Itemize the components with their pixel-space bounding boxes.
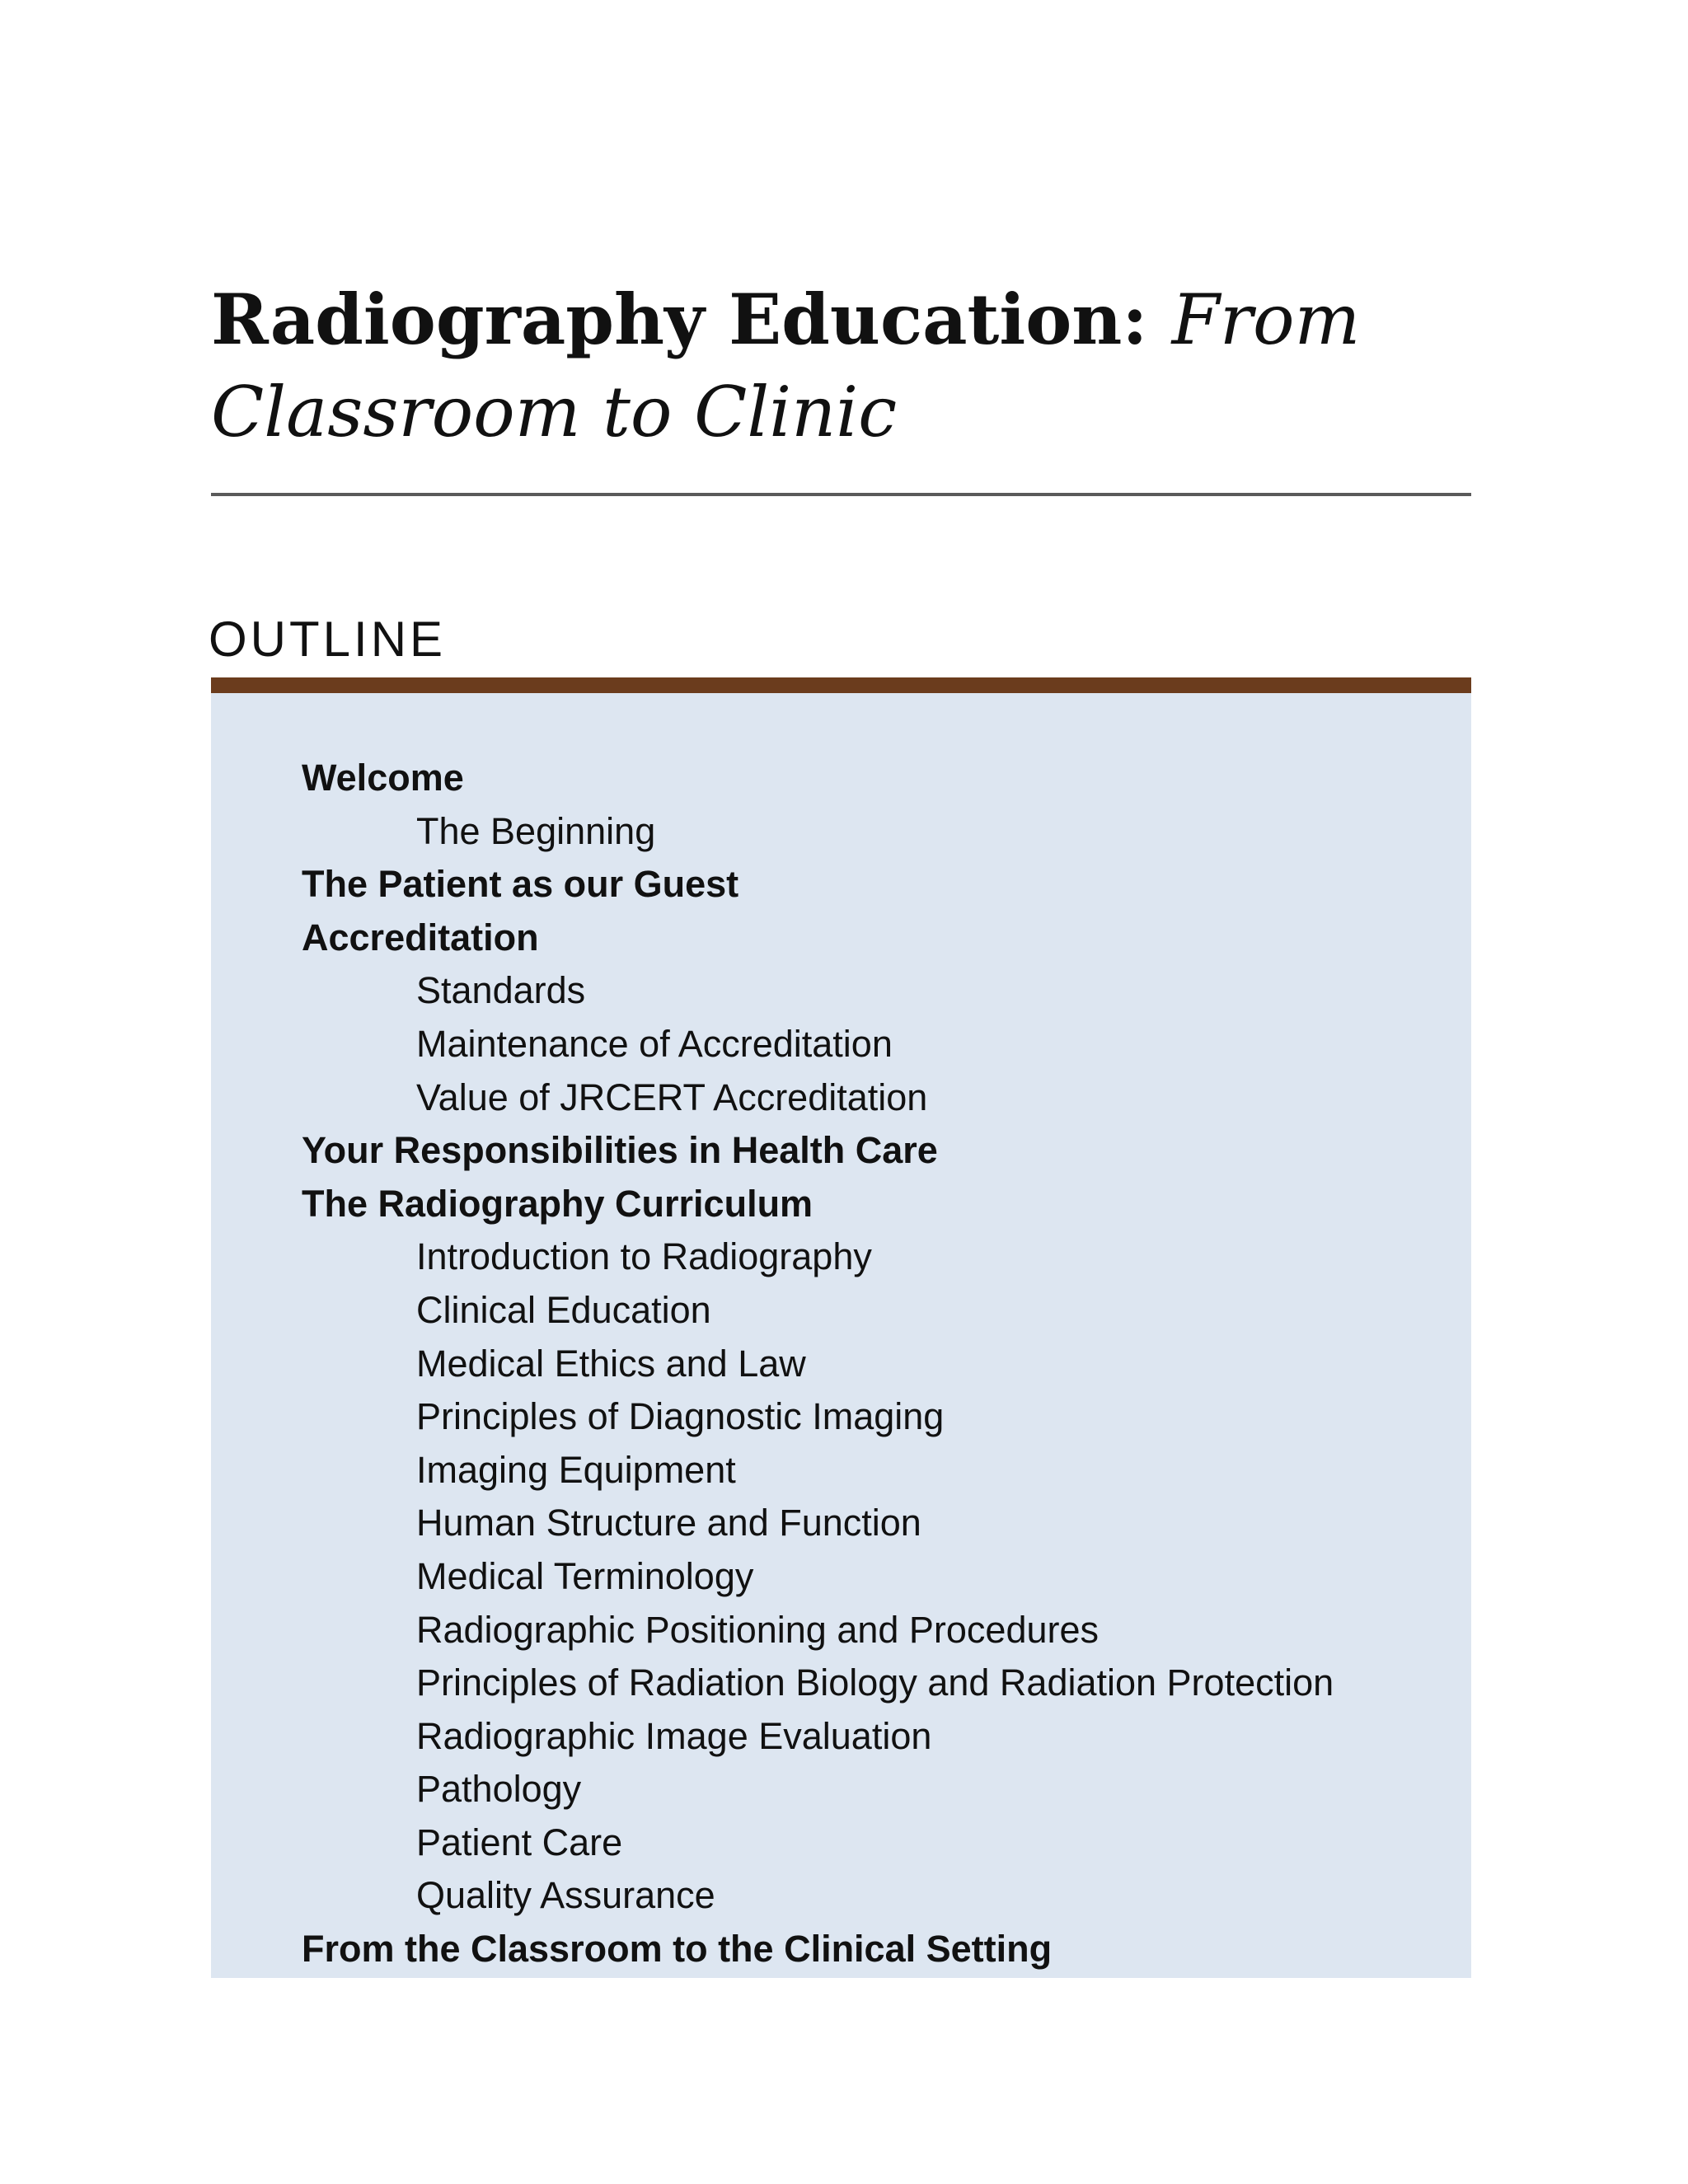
outline-subitem: Pathology [416,1768,582,1811]
outline-subitem: The Beginning [416,809,656,852]
outline-item: The Patient as our Guest [302,863,739,906]
chapter-title-main: Radiography Education: [211,279,1172,360]
outline-subitem: Human Structure and Function [416,1502,921,1544]
outline-subitem: Value of JRCERT Accreditation [416,1076,928,1118]
outline-subitem: Medical Ethics and Law [416,1342,806,1385]
outline-subitem: Standards [416,969,586,1012]
outline-subitem: Maintenance of Accreditation [416,1022,893,1065]
chapter-title-subtitle: From Classroom to Clinic [211,279,1361,452]
outline-box [211,693,1471,1978]
outline-subitem: Patient Care [416,1821,623,1863]
outline-accent-bar [211,677,1471,693]
outline-subitem: Introduction to Radiography [416,1235,872,1278]
outline-heading: OUTLINE [209,612,447,667]
title-divider [211,493,1471,496]
outline-subitem: Principles of Diagnostic Imaging [416,1395,945,1438]
outline-item: Your Responsibilities in Health Care [302,1129,938,1172]
outline-item: Accreditation [302,916,539,958]
outline-item: Welcome [302,757,464,799]
outline-subitem: Quality Assurance [416,1874,715,1917]
outline-subitem: Radiographic Positioning and Procedures [416,1608,1100,1651]
outline-subitem: Principles of Radiation Biology and Radiation Protection [416,1661,1334,1704]
outline-subitem: Radiographic Image Evaluation [416,1714,932,1757]
outline-item: The Radiography Curriculum [302,1182,814,1225]
chapter-title [211,274,1480,458]
outline-list [302,752,1334,1976]
outline-subitem: Medical Terminology [416,1554,754,1597]
outline-item: From the Classroom to the Clinical Setting [302,1928,1053,1971]
outline-subitem: Clinical Education [416,1288,711,1331]
outline-subitem: Imaging Equipment [416,1448,736,1491]
